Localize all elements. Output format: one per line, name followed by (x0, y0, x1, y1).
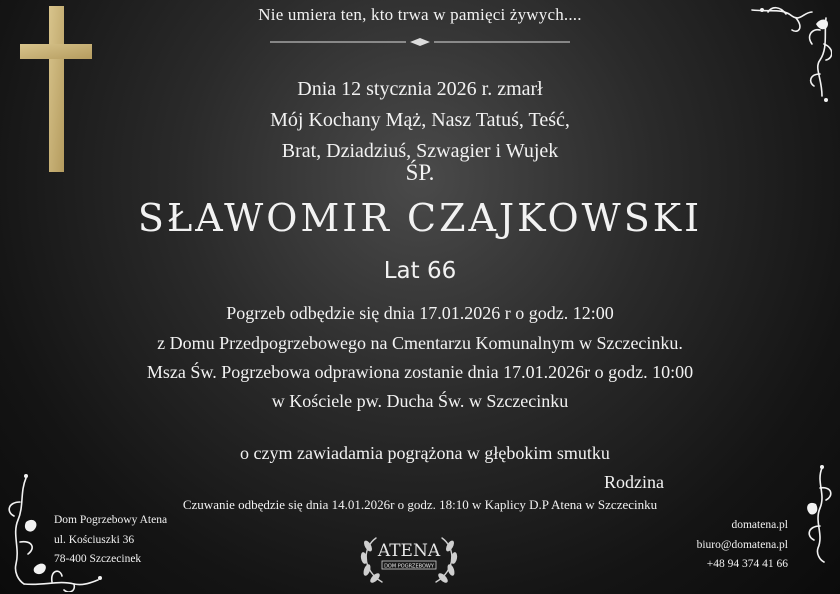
funeral-home-name: Dom Pogrzebowy Atena (54, 514, 168, 526)
funeral-info-line-1: Pogrzeb odbędzie się dnia 17.01.2026 r o godz. 12:00 (226, 303, 614, 323)
intro-line-relations-2: Brat, Dziadziuś, Szwagier i Wujek (281, 140, 559, 162)
funeral-info-line-4: w Kościele pw. Ducha Św. w Szczecinku (271, 391, 569, 411)
funeral-info-line-2: z Domu Przedpogrzebowego na Cmentarzu Komunalnym w Szczecinku. (157, 333, 683, 353)
contact-phone: +48 94 374 41 66 (706, 558, 788, 570)
divider-ornament (270, 38, 570, 46)
intro-line-date: Dnia 12 stycznia 2026 r. zmarł (297, 78, 543, 100)
logo-subtitle: DOM POGRZEBOWY (384, 563, 434, 570)
family-signature: Rodzina (604, 472, 664, 492)
quote: Nie umiera ten, kto trwa w pamięci żywych.... (258, 5, 582, 24)
atena-logo (354, 526, 464, 588)
contact-details (697, 516, 788, 575)
funeral-home-address (54, 511, 167, 570)
funeral-home-city: 78-400 Szczecinek (54, 553, 142, 565)
funeral-info-line-3: Msza Św. Pogrzebowa odprawiona zostanie dnia 17.01.2026r o godz. 10:00 (146, 362, 694, 382)
vigil-info: Czuwanie odbędzie się dnia 14.01.2026r o godz. 18:10 w Kaplicy D.P Atena w Szczecinku (182, 497, 658, 512)
deceased-name: SŁAWOMIR CZAJKOWSKI (137, 196, 703, 240)
intro-line-relations-1: Mój Kochany Mąż, Nasz Tatuś, Teść, (270, 109, 570, 131)
name-prefix: ŚP. (405, 160, 435, 185)
contact-website: domatena.pl (731, 519, 788, 531)
logo-title: ATENA (377, 541, 441, 561)
contact-email: biuro@domatena.pl (696, 538, 788, 551)
notice-text: o czym zawiadamia pogrążona w głębokim smutku (240, 443, 610, 463)
funeral-home-street: ul. Kościuszki 36 (54, 533, 135, 546)
deceased-age: Lat 66 (383, 258, 457, 284)
